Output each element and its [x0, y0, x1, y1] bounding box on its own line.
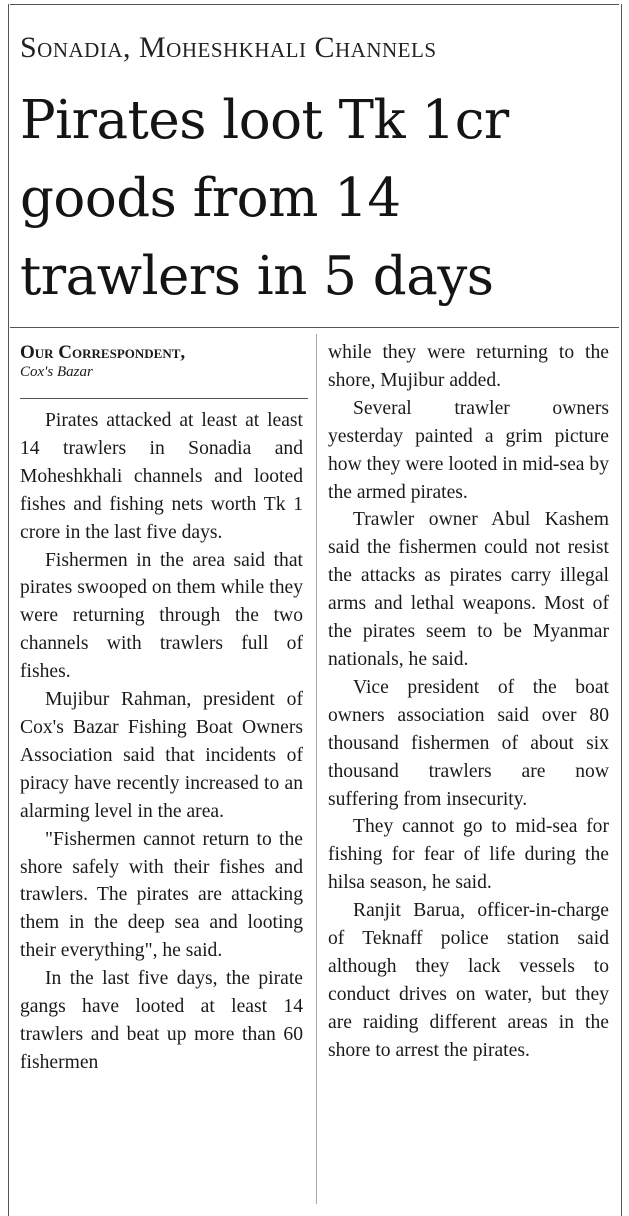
- paragraph: Fishermen in the area said that pirates swooped on them while they were returning through the two channels with trawlers full of fishes.: [20, 549, 303, 683]
- left-rule: [8, 4, 9, 1216]
- paragraph: Pirates attacked at least at least 14 trawlers in Sonadia and Moheshkhali channels and looted fishes and fishing nets worth Tk 1 crore in the last five days.: [20, 410, 303, 543]
- paragraph: Ranjit Barua, officer-in-charge of Teknaff police station said although they lack vessels to conduct drives on water, but they are raiding different areas in the shore to arrest the pirates.: [328, 900, 609, 1061]
- byline-name: Our Correspondent,: [20, 342, 186, 363]
- headline-line-2: goods from 14: [20, 168, 401, 229]
- left-column: [20, 407, 303, 1077]
- paragraph: Several trawler owners yesterday painted a grim picture how they were looted in mid-sea by the armed pirates.: [328, 397, 609, 503]
- paragraph: They cannot go to mid-sea for fishing for fear of life during the hilsa season, he said.: [328, 816, 609, 894]
- paragraph: Vice president of the boat owners association said over 80 thousand fishermen of about six thousand trawlers are now suffering from insecurity.: [328, 676, 609, 810]
- byline-place: Cox's Bazar: [20, 364, 93, 380]
- right-rule: [621, 4, 622, 1216]
- byline: [20, 342, 310, 380]
- headline-line-3: trawlers in 5 days: [20, 246, 494, 307]
- headline: [20, 82, 610, 316]
- headline-line-1: Pirates loot Tk 1cr: [20, 90, 509, 151]
- paragraph: In the last five days, the pirate gangs have looted at least 14 trawlers and beat up more than 60 fishermen: [20, 968, 303, 1073]
- right-column: [328, 339, 609, 1065]
- paragraph: "Fishermen cannot return to the shore safely with their fishes and trawlers. The pirates are attacking them in the deep sea and looting their everything", he said.: [20, 828, 303, 962]
- paragraph: while they were returning to the shore, Mujibur added.: [328, 342, 609, 391]
- paragraph: Trawler owner Abul Kashem said the fishermen could not resist the attacks as pirates carry illegal arms and lethal weapons. Most of the pirates seem to be Myanmar nationals, he said.: [328, 509, 609, 670]
- column-divider: [316, 334, 317, 1204]
- paragraph: Mujibur Rahman, president of Cox's Bazar Fishing Boat Owners Association said that incidents of piracy have recently increased to an alarming level in the area.: [20, 689, 303, 822]
- kicker: Sonadia, Moheshkhali Channels: [20, 31, 437, 64]
- top-rule: [10, 4, 619, 5]
- byline-rule: [20, 398, 308, 399]
- headline-divider: [10, 327, 619, 328]
